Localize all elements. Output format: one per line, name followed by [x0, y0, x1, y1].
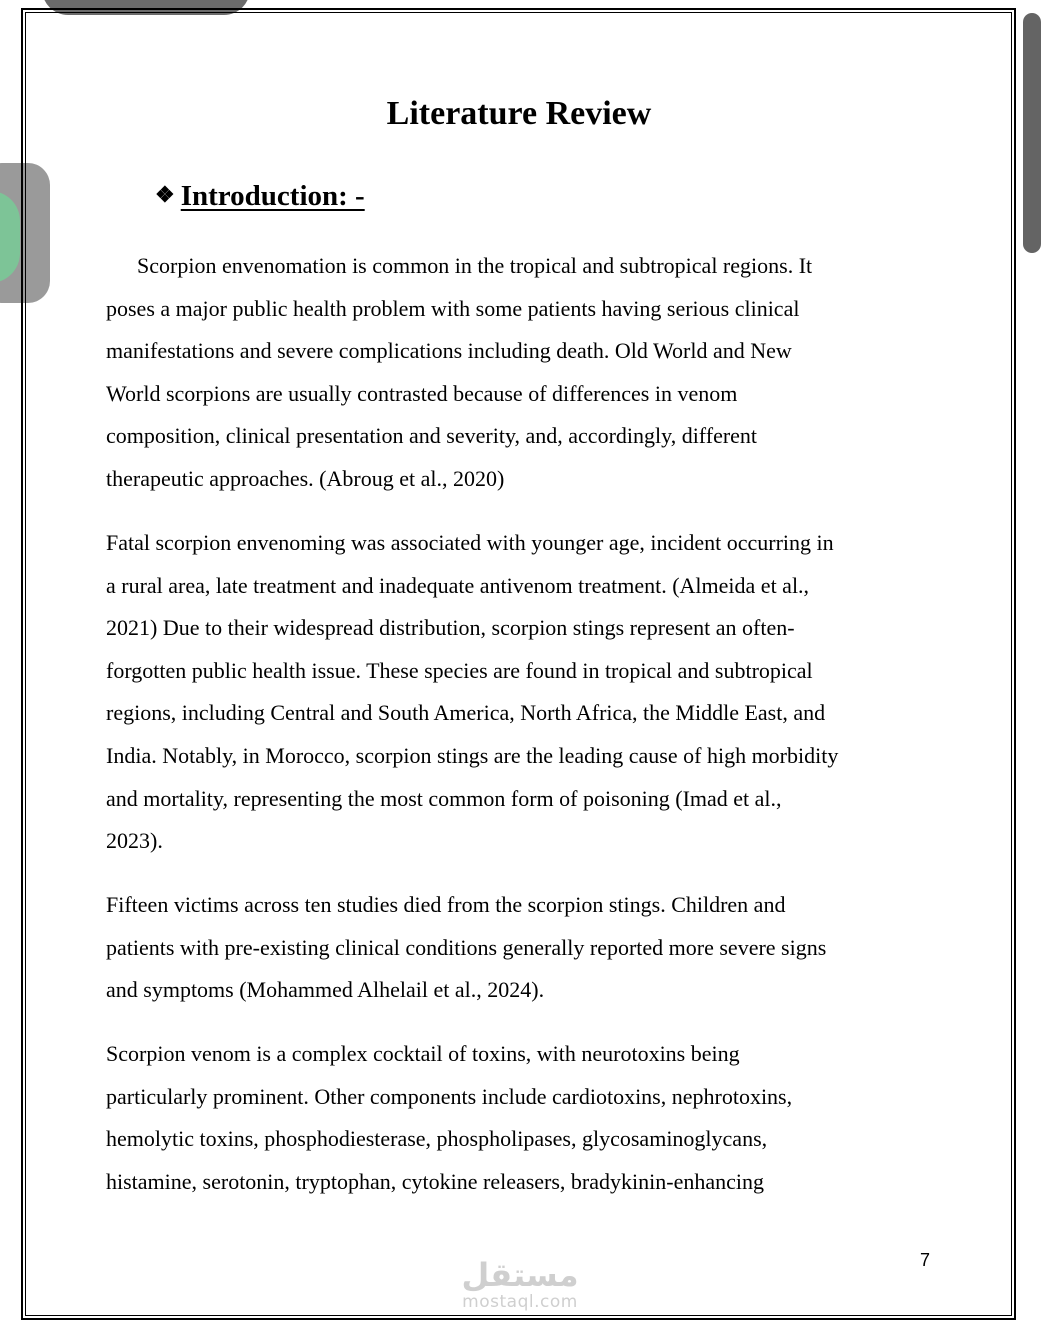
paragraph-2 — [106, 522, 936, 863]
text-line: particularly prominent. Other components include cardiotoxins, nephrotoxins, — [106, 1083, 793, 1109]
text-line: Fifteen victims across ten studies died from the scorpion stings. Children and — [106, 892, 786, 917]
paragraph-1 — [106, 245, 936, 501]
text-line: forgotten public health issue. These species are found in tropical and subtropical — [106, 657, 813, 683]
text-line: a rural area, late treatment and inadequate antivenom treatment. (Almeida et al., — [106, 572, 810, 598]
text-line: poses a major public health problem with some patients having serious clinical — [106, 295, 800, 321]
side-tab-green-indicator — [0, 191, 20, 283]
paragraph-4 — [106, 1033, 936, 1203]
text-line: World scorpions are usually contrasted because of differences in venom — [106, 380, 738, 406]
page-title: Literature Review — [386, 95, 652, 132]
text-line: manifestations and severe complications including death. Old World and New — [106, 338, 792, 364]
text-line: and mortality, representing the most common form of poisoning (Imad et al., — [106, 785, 782, 811]
text-line: 2023). — [106, 828, 163, 854]
text-line: patients with pre-existing clinical conditions generally reported more severe signs — [106, 934, 827, 960]
text-line: therapeutic approaches. (Abroug et al., 2020) — [106, 465, 505, 491]
text-line: 2021) Due to their widespread distribution, scorpion stings represent an often- — [106, 615, 795, 641]
text-line: histamine, serotonin, tryptophan, cytokine releasers, bradykinin-enhancing — [106, 1168, 764, 1194]
text-line: hemolytic toxins, phosphodiesterase, phospholipases, glycosaminoglycans, — [106, 1126, 768, 1152]
text-line: composition, clinical presentation and severity, and, accordingly, different — [106, 423, 758, 449]
section-heading-text: Introduction: - — [180, 180, 365, 212]
text-line: Scorpion envenomation is common in the tropical and subtropical regions. It — [137, 253, 813, 278]
mostaql-watermark — [452, 1258, 588, 1312]
text-line: and symptoms (Mohammed Alhelail et al., 2024). — [106, 977, 545, 1003]
text-line: regions, including Central and South America, North Africa, the Middle East, and — [106, 700, 826, 726]
paragraph-3 — [106, 884, 936, 1012]
text-line: Fatal scorpion envenoming was associated with younger age, incident occurring in — [106, 530, 834, 555]
watermark-arabic-logo: مستقل — [461, 1256, 579, 1294]
watermark-url: mostaql.com — [462, 1292, 578, 1312]
text-line: Scorpion venom is a complex cocktail of toxins, with neurotoxins being — [106, 1041, 740, 1066]
diamond-bullet-icon: ❖ — [155, 182, 175, 207]
section-heading-introduction — [155, 176, 365, 215]
page-number: 7 — [920, 1250, 931, 1270]
text-line: India. Notably, in Morocco, scorpion stings are the leading cause of high morbidity — [106, 742, 839, 768]
